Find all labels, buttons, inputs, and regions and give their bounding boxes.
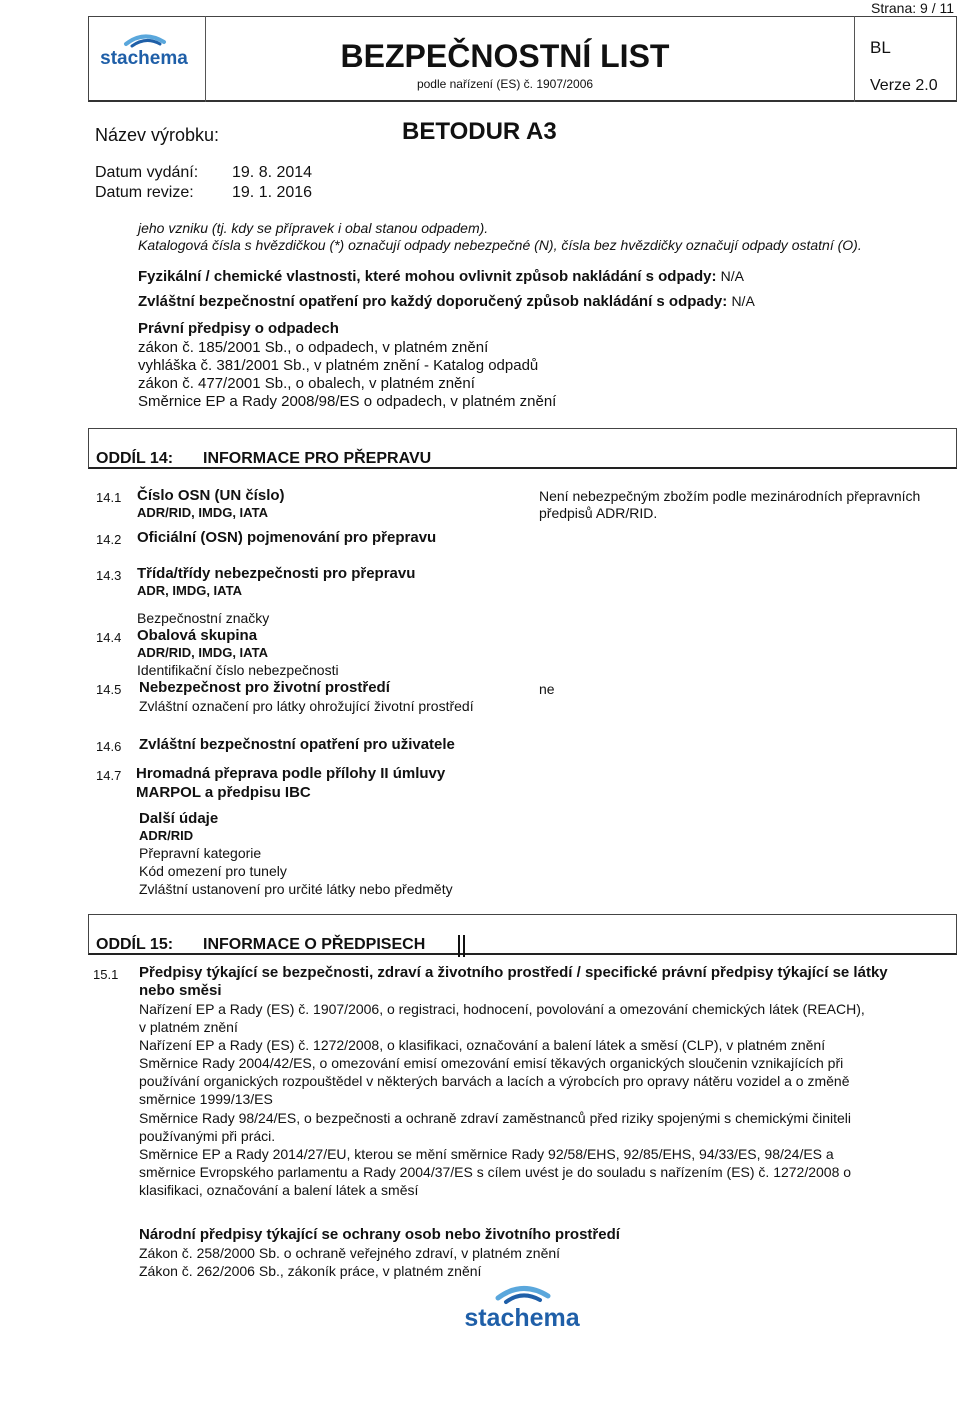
phys-props <box>138 268 744 285</box>
item-title: MARPOL a předpisu IBC <box>136 784 311 801</box>
item-title: Hromadná přeprava podle přílohy II úmluvy <box>136 765 446 782</box>
header-divider <box>205 16 206 102</box>
issue-date-label: Datum vydání: <box>95 164 199 181</box>
issue-date: 19. 8. 2014 <box>232 164 313 181</box>
waste-reg-item: zákon č. 477/2001 Sb., o obalech, v platném znění <box>138 375 475 392</box>
waste-reg-item: zákon č. 185/2001 Sb., o odpadech, v platném znění <box>138 339 489 356</box>
regulation-line: Nařízení EP a Rady (ES) č. 1907/2006, o registraci, hodnocení, povolování a omezování chemických látek (REACH), <box>139 1001 865 1017</box>
svg-text:stachema: stachema <box>100 48 188 69</box>
item-field: Identifikační číslo nebezpečnosti <box>137 662 339 678</box>
item-number: 14.5 <box>96 682 122 697</box>
more-info-subtitle: ADR/RID <box>139 828 194 843</box>
regulation-line: směrnice Evropského parlamentu a Rady 2004/37/ES s cílem uvést je do souladu s nařízením (ES) č. 1272/2008 o <box>139 1164 852 1180</box>
regulation-line: používanými při práci. <box>139 1128 276 1144</box>
dates-table <box>95 163 312 203</box>
language-code: BL <box>870 38 891 57</box>
intro-line: Katalogová čísla s hvězdičkou (*) označují odpady nebezpečné (N), čísla bez hvězdičky označují odpady ostatní (O). <box>138 237 862 253</box>
national-regs-heading: Národní předpisy týkající se ochrany osob nebo životního prostředí <box>139 1226 620 1243</box>
regulation-line: klasifikaci, označování a balení látek a směsí <box>139 1182 419 1198</box>
item-field: Zvláštní označení pro látky ohrožující životní prostředí <box>139 698 474 714</box>
version: Verze 2.0 <box>870 77 938 94</box>
svg-text:stachema: stachema <box>464 1304 580 1332</box>
regulation-line: používání organických rozpouštědel v některých barvách a lacích a výrobcích pro opravy nátěru vozidel a o změně <box>139 1073 850 1089</box>
item-number: 14.3 <box>96 568 122 583</box>
more-info-heading: Další údaje <box>139 810 219 827</box>
footer-logo <box>464 1280 580 1340</box>
revision-date: 19. 1. 2016 <box>232 184 313 201</box>
regulation-line: Směrnice Rady 2004/42/ES, o omezování emisí omezování emisí těkavých organických sloučenin vznikajících při <box>139 1055 844 1071</box>
section-14-title: INFORMACE PRO PŘEPRAVU <box>203 450 432 467</box>
phys-props-label: Fyzikální / chemické vlastnosti, které mohou ovlivnit způsob nakládání s odpady: <box>138 268 717 285</box>
section-14-label: ODDÍL 14: <box>96 450 174 467</box>
product-label: Název výrobku: <box>95 125 220 145</box>
national-reg-item: Zákon č. 262/2006 Sb., zákoník práce, v platném znění <box>139 1263 482 1279</box>
revision-date-label: Datum revize: <box>95 184 194 201</box>
item-subtitle: ADR/RID, IMDG, IATA <box>137 505 268 520</box>
special-measures-value: N/A <box>731 293 755 309</box>
special-measures <box>138 293 755 310</box>
item-subtitle: ADR/RID, IMDG, IATA <box>137 645 268 660</box>
double-bar <box>458 935 460 957</box>
waste-regs-heading: Právní předpisy o odpadech <box>138 320 339 337</box>
item-title: Číslo OSN (UN číslo) <box>137 487 285 504</box>
item-title: Předpisy týkající se bezpečnosti, zdraví a životního prostředí / specifické právní předpisy týkající se látky <box>139 964 888 981</box>
more-info-field: Přepravní kategorie <box>139 845 262 861</box>
item-number: 14.7 <box>96 768 122 783</box>
product-name: BETODUR A3 <box>402 118 557 145</box>
phys-props-value: N/A <box>720 268 744 284</box>
more-info-field: Zvláštní ustanovení pro určité látky nebo předměty <box>139 881 453 897</box>
item-number: 14.2 <box>96 532 122 547</box>
company-logo <box>98 30 190 76</box>
regulation-line: v platném znění <box>139 1019 238 1035</box>
section-15-label: ODDÍL 15: <box>96 936 174 953</box>
transport-value: ne <box>539 681 555 697</box>
special-measures-label: Zvláštní bezpečnostní opatření pro každý doporučený způsob nakládání s odpady: <box>138 293 728 310</box>
item-subtitle: ADR, IMDG, IATA <box>137 583 242 598</box>
more-info-field: Kód omezení pro tunely <box>139 863 287 879</box>
regulation-line: směrnice 1999/13/ES <box>139 1091 273 1107</box>
header-divider <box>854 16 855 102</box>
intro-line: jeho vzniku (tj. kdy se přípravek i obal stanou odpadem). <box>138 220 489 236</box>
item-title: nebo směsi <box>139 982 222 999</box>
page-number: Strana: 9 / 11 <box>870 0 954 16</box>
item-title: Nebezpečnost pro životní prostředí <box>139 679 390 696</box>
stachema-logo-icon <box>464 1280 580 1340</box>
item-number: 15.1 <box>93 967 119 982</box>
item-number: 14.6 <box>96 739 122 754</box>
item-title: Oficiální (OSN) pojmenování pro přepravu <box>137 529 437 546</box>
regulation-line: Nařízení EP a Rady (ES) č. 1272/2008, o klasifikaci, označování a balení látek a směsí (CLP), v platném znění <box>139 1037 826 1053</box>
item-number: 14.4 <box>96 630 122 645</box>
item-number: 14.1 <box>96 490 122 505</box>
waste-reg-item: Směrnice EP a Rady 2008/98/ES o odpadech, v platném znění <box>138 393 557 410</box>
national-reg-item: Zákon č. 258/2000 Sb. o ochraně veřejného zdraví, v platném znění <box>139 1245 561 1261</box>
document-subtitle: podle nařízení (ES) č. 1907/2006 <box>416 77 594 91</box>
item-title: Třída/třídy nebezpečnosti pro přepravu <box>137 565 416 582</box>
item-field: Bezpečnostní značky <box>137 610 270 626</box>
double-bar <box>463 935 465 957</box>
document-title: BEZPEČNOSTNÍ LIST <box>340 38 670 74</box>
waste-reg-item: vyhláška č. 381/2001 Sb., v platném znění - Katalog odpadů <box>138 357 539 374</box>
transport-value: předpisů ADR/RID. <box>539 505 658 521</box>
regulation-line: Směrnice Rady 98/24/ES, o bezpečnosti a ochraně zdraví zaměstnanců před riziky spojenými s chemickými činiteli <box>139 1110 851 1126</box>
item-title: Zvláštní bezpečnostní opatření pro uživatele <box>139 736 455 753</box>
regulation-line: Směrnice EP a Rady 2014/27/EU, kterou se mění směrnice Rady 92/58/EHS, 92/85/EHS, 94/33/ES, 98/24/ES a <box>139 1146 834 1162</box>
transport-value: Není nebezpečným zbožím podle mezinárodních přepravních <box>539 488 921 504</box>
item-title: Obalová skupina <box>137 627 258 644</box>
stachema-logo-icon <box>98 30 190 76</box>
section-15-title: INFORMACE O PŘEDPISECH <box>203 936 426 953</box>
